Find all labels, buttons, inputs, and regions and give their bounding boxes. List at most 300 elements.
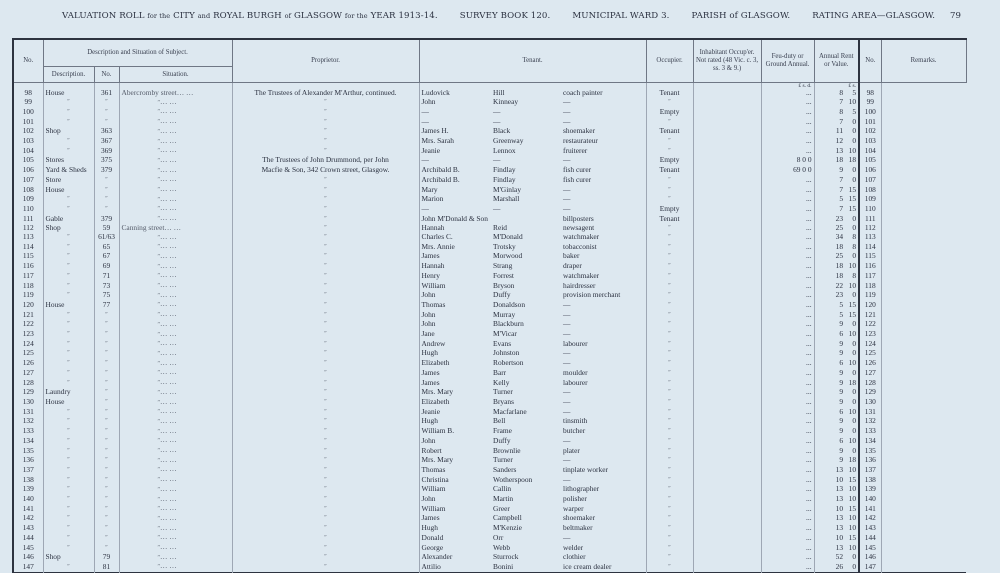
street-number: 65 — [94, 242, 119, 252]
leader-dots: … … — [160, 135, 177, 145]
description: Shop — [43, 224, 94, 233]
leader-dots: … … — [160, 357, 177, 367]
rent-pounds: 9 — [839, 348, 844, 358]
entry-number-right: 126 — [859, 359, 881, 369]
tenant-first-name: James — [419, 368, 491, 378]
rent-shillings: 15 — [848, 309, 857, 319]
annual-rent — [814, 562, 859, 572]
remarks — [881, 281, 966, 291]
street-number: ″ — [94, 204, 119, 214]
remarks — [881, 562, 966, 572]
situation-text: ″ — [157, 234, 160, 241]
proprietor: ″ — [232, 98, 419, 108]
rent-shillings: 0 — [852, 174, 857, 184]
inhabitant-occupier — [693, 349, 761, 359]
annual-rent — [814, 456, 859, 466]
entry-number: 131 — [13, 407, 43, 417]
leader-dots: … … — [160, 445, 177, 455]
leader-dots: … … — [160, 318, 177, 328]
annual-rent — [814, 291, 859, 301]
table-row — [13, 281, 966, 291]
entry-number: 145 — [13, 543, 43, 553]
col-proprietor: Proprietor. — [232, 39, 419, 83]
tenant-occupation: — — [563, 116, 571, 126]
entry-number: 126 — [13, 359, 43, 369]
entry-number: 121 — [13, 310, 43, 320]
tenant-first-name: Hugh — [419, 524, 491, 534]
leader-dots: … … — [160, 309, 177, 319]
remarks — [881, 204, 966, 214]
description: ″ — [43, 407, 94, 417]
feu-duty: ... — [761, 349, 814, 359]
proprietor: ″ — [232, 465, 419, 475]
proprietor: ″ — [232, 533, 419, 543]
feu-duty: ... — [761, 378, 814, 388]
remarks — [881, 98, 966, 108]
rent-pounds: 10 — [835, 532, 844, 542]
street-number: ″ — [94, 359, 119, 369]
rent-pounds: 9 — [839, 397, 844, 406]
annual-rent — [814, 359, 859, 369]
table-row — [13, 195, 966, 205]
occupier: ″ — [646, 281, 693, 291]
tenant-surname: Macfarlane — [493, 406, 527, 416]
proprietor: ″ — [232, 310, 419, 320]
tenant-surname: Lennox — [493, 145, 516, 155]
tenant-occupation: restaurateur — [563, 136, 598, 146]
leader-dots: … … — [160, 231, 177, 241]
tenant-occupation: beltmaker — [563, 523, 593, 533]
feu-units: £ s. d. — [761, 83, 814, 90]
tenant-first-name: Mary — [419, 185, 491, 195]
description: ″ — [43, 252, 94, 262]
description: ″ — [43, 514, 94, 524]
occupier: ″ — [646, 359, 693, 369]
tenant-occupation: — — [563, 194, 571, 204]
inhabitant-occupier — [693, 330, 761, 340]
tenant-surname: Brownlie — [493, 445, 521, 455]
occupier: Empty — [646, 156, 693, 166]
annual-rent — [814, 368, 859, 378]
table-row — [13, 204, 966, 214]
entry-number: 136 — [13, 456, 43, 466]
entry-number: 133 — [13, 427, 43, 437]
roll-title: VALUATION ROLL for the CITY and ROYAL BURGH of GLASGOW for the YEAR 1913-14. — [62, 11, 438, 21]
table-row — [13, 320, 966, 330]
tenant-surname: Marshall — [493, 194, 520, 204]
tenant-occupation: fruiterer — [563, 145, 588, 155]
inhabitant-occupier — [693, 195, 761, 205]
leader-dots: … … — [160, 435, 177, 445]
feu-duty: ... — [761, 368, 814, 378]
inhabitant-occupier — [693, 137, 761, 147]
street-number: 361 — [94, 89, 119, 98]
leader-dots: … … — [160, 193, 177, 203]
entry-number: 144 — [13, 533, 43, 543]
tenant-occupation: — — [563, 397, 571, 406]
occupier: ″ — [646, 543, 693, 553]
tenant-occupation: fish curer — [563, 174, 592, 184]
entry-number: 135 — [13, 446, 43, 456]
street-number: ″ — [94, 407, 119, 417]
proprietor: ″ — [232, 330, 419, 340]
situation-text: ″ — [157, 350, 160, 357]
rent-pounds: 7 — [839, 97, 844, 107]
entry-number-right: 128 — [859, 378, 881, 388]
tenant-surname: Greenway — [493, 136, 524, 146]
entry-number-right: 130 — [859, 398, 881, 408]
entry-number-right: 109 — [859, 195, 881, 205]
rent-pounds: 18 — [835, 270, 844, 280]
entry-number: 125 — [13, 349, 43, 359]
leader-dots: … … — [160, 116, 177, 126]
remarks — [881, 553, 966, 563]
tenant-occupation: newsagent — [563, 222, 595, 232]
inhabitant-occupier — [693, 398, 761, 408]
inhabitant-occupier — [693, 310, 761, 320]
entry-number-right: 146 — [859, 553, 881, 563]
situation-text: ″ — [157, 564, 160, 571]
tenant-occupation: — — [563, 435, 571, 445]
tenant-occupation: — — [563, 406, 571, 416]
feu-duty: 8 0 0 — [761, 156, 814, 166]
rent-pounds: 22 — [835, 280, 844, 290]
leader-dots: … … — [160, 250, 177, 260]
remarks — [881, 214, 966, 224]
tenant-first-name: — — [419, 107, 491, 117]
entry-number-right: 112 — [859, 224, 881, 233]
table-row — [13, 89, 966, 98]
leader-dots: … … — [160, 425, 177, 435]
entry-number-right: 127 — [859, 368, 881, 378]
tenant-occupation: — — [563, 299, 571, 309]
occupier: Tenant — [646, 127, 693, 137]
rent-pounds: 11 — [835, 126, 844, 136]
proprietor: ″ — [232, 504, 419, 514]
feu-duty: ... — [761, 446, 814, 456]
rent-shillings: 8 — [852, 232, 857, 242]
table-row — [13, 524, 966, 534]
annual-rent — [814, 175, 859, 185]
tenant-first-name: Robert — [419, 446, 491, 456]
occupier: Tenant — [646, 166, 693, 176]
occupier: ″ — [646, 98, 693, 108]
situation-text: ″ — [157, 360, 160, 367]
tenant-first-name: Mrs. Mary — [419, 456, 491, 466]
situation-text: ″ — [157, 545, 160, 552]
situation-text: ″ — [157, 99, 160, 106]
tenant-occupation: — — [563, 358, 571, 368]
annual-rent — [814, 233, 859, 243]
feu-duty: ... — [761, 98, 814, 108]
rent-shillings: 10 — [848, 261, 857, 271]
description: ″ — [43, 262, 94, 272]
inhabitant-occupier — [693, 166, 761, 176]
tenant-first-name: James — [419, 514, 491, 524]
street-number: ″ — [94, 417, 119, 427]
street-number: 69 — [94, 262, 119, 272]
inhabitant-occupier — [693, 436, 761, 446]
rent-pounds: 7 — [839, 116, 844, 126]
entry-number-right: 102 — [859, 127, 881, 137]
remarks — [881, 446, 966, 456]
inhabitant-occupier — [693, 495, 761, 505]
situation-text: ″ — [157, 273, 160, 280]
table-row — [13, 465, 966, 475]
proprietor: ″ — [232, 495, 419, 505]
remarks — [881, 417, 966, 427]
proprietor: ″ — [232, 417, 419, 427]
rent-pounds: 25 — [835, 251, 844, 261]
rent-shillings: 10 — [848, 523, 857, 533]
description: ″ — [43, 291, 94, 301]
annual-rent — [814, 195, 859, 205]
table-row — [13, 175, 966, 185]
description: House — [43, 185, 94, 195]
remarks — [881, 359, 966, 369]
col-number: No. — [94, 67, 119, 83]
rent-shillings: 0 — [852, 338, 857, 348]
feu-duty: ... — [761, 300, 814, 310]
tenant-surname: Findlay — [493, 174, 516, 184]
street-number: 59 — [94, 224, 119, 233]
situation-text: ″ — [157, 457, 160, 464]
tenant-occupation: labourer — [563, 377, 588, 387]
entry-number: 120 — [13, 300, 43, 310]
tenant-surname: Evans — [493, 338, 512, 348]
inhabitant-occupier — [693, 107, 761, 117]
entry-number-right: 136 — [859, 456, 881, 466]
occupier: Tenant — [646, 89, 693, 98]
inhabitant-occupier — [693, 504, 761, 514]
entry-number-right: 135 — [859, 446, 881, 456]
description: ″ — [43, 504, 94, 514]
street-number: ″ — [94, 320, 119, 330]
tenant-first-name: Hannah — [419, 262, 491, 272]
rent-units: £ s. — [814, 83, 859, 90]
leader-dots: … … — [160, 561, 177, 571]
rent-shillings: 10 — [848, 464, 857, 474]
rent-shillings: 0 — [852, 561, 857, 571]
entry-number: 105 — [13, 156, 43, 166]
remarks — [881, 127, 966, 137]
tenant-occupation: — — [563, 106, 571, 116]
street-number: ″ — [94, 349, 119, 359]
description: ″ — [43, 495, 94, 505]
street-number: ″ — [94, 185, 119, 195]
annual-rent — [814, 166, 859, 176]
tenant-first-name: Elizabeth — [419, 398, 491, 408]
remarks — [881, 300, 966, 310]
rent-shillings: 15 — [848, 299, 857, 309]
occupier: ″ — [646, 300, 693, 310]
leader-dots: … … — [160, 260, 177, 270]
municipal-ward: MUNICIPAL WARD 3. — [572, 11, 670, 21]
inhabitant-occupier — [693, 465, 761, 475]
inhabitant-occupier — [693, 300, 761, 310]
leader-dots: … … — [160, 474, 177, 484]
entry-number: 119 — [13, 291, 43, 301]
proprietor: ″ — [232, 475, 419, 485]
proprietor: ″ — [232, 456, 419, 466]
tenant-surname: Bryson — [493, 280, 515, 290]
inhabitant-occupier — [693, 320, 761, 330]
remarks — [881, 320, 966, 330]
inhabitant-occupier — [693, 224, 761, 233]
entry-number-right: 138 — [859, 475, 881, 485]
street-number: ″ — [94, 339, 119, 349]
remarks — [881, 117, 966, 127]
situation-text: ″ — [157, 331, 160, 338]
feu-duty: ... — [761, 407, 814, 417]
occupier: ″ — [646, 262, 693, 272]
occupier: Tenant — [646, 214, 693, 224]
col-description: Description. — [43, 67, 94, 83]
occupier: ″ — [646, 117, 693, 127]
entry-number-right: 144 — [859, 533, 881, 543]
proprietor: ″ — [232, 224, 419, 233]
occupier: ″ — [646, 446, 693, 456]
rent-pounds: 34 — [835, 232, 844, 242]
occupier: ″ — [646, 185, 693, 195]
proprietor: ″ — [232, 368, 419, 378]
leader-dots: … … — [160, 522, 177, 532]
entry-number-right: 105 — [859, 156, 881, 166]
feu-duty: ... — [761, 417, 814, 427]
inhabitant-occupier — [693, 252, 761, 262]
feu-duty: ... — [761, 436, 814, 446]
annual-rent — [814, 107, 859, 117]
occupier: ″ — [646, 504, 693, 514]
tenant-first-name: James — [419, 378, 491, 388]
street-number: ″ — [94, 117, 119, 127]
feu-duty: ... — [761, 524, 814, 534]
leader-dots: … … — [160, 164, 177, 174]
inhabitant-occupier — [693, 533, 761, 543]
entry-number-right: 106 — [859, 166, 881, 176]
tenant-surname: Sturrock — [493, 552, 519, 562]
rent-pounds: 6 — [839, 329, 844, 339]
inhabitant-occupier — [693, 388, 761, 398]
rent-pounds: 6 — [839, 406, 844, 416]
tenant-occupation: moulder — [563, 367, 588, 377]
entry-number-right: 114 — [859, 242, 881, 252]
tenant-first-name: John — [419, 495, 491, 505]
remarks — [881, 427, 966, 437]
col-no: No. — [13, 39, 43, 83]
table-row — [13, 330, 966, 340]
tenant-surname: Callin — [493, 484, 512, 494]
rent-pounds: 8 — [839, 106, 844, 116]
situation-text: ″ — [157, 292, 160, 299]
street-number: 73 — [94, 281, 119, 291]
feu-duty: ... — [761, 504, 814, 514]
table-row — [13, 349, 966, 359]
tenant-occupation: — — [563, 348, 571, 358]
inhabitant-occupier — [693, 262, 761, 272]
parish: PARISH of GLASGOW. — [691, 11, 791, 21]
description: ″ — [43, 417, 94, 427]
street-number: 67 — [94, 252, 119, 262]
table-row — [13, 514, 966, 524]
rent-pounds: 5 — [839, 309, 844, 319]
tenant-first-name: William B. — [419, 427, 491, 437]
tenant-surname: Findlay — [493, 165, 516, 175]
street-number: ″ — [94, 398, 119, 408]
street-number: 75 — [94, 291, 119, 301]
remarks — [881, 398, 966, 408]
feu-duty: ... — [761, 233, 814, 243]
entry-number-right: 117 — [859, 271, 881, 281]
tenant-surname: Kinneay — [493, 97, 519, 107]
tenant-first-name: Donald — [419, 533, 491, 543]
situation-text: ″ — [157, 187, 160, 194]
entry-number: 110 — [13, 204, 43, 214]
tenant-first-name: Mrs. Annie — [419, 242, 491, 252]
table-row — [13, 300, 966, 310]
street-number: ″ — [94, 427, 119, 437]
feu-duty: ... — [761, 495, 814, 505]
feu-duty: ... — [761, 514, 814, 524]
situation-text: Canning street — [121, 222, 165, 232]
entry-number-right: 107 — [859, 175, 881, 185]
entry-number: 146 — [13, 553, 43, 563]
tenant-surname: Robertson — [493, 358, 524, 368]
rent-pounds: 7 — [839, 184, 844, 194]
entry-number: 111 — [13, 214, 43, 224]
proprietor: ″ — [232, 242, 419, 252]
occupier: ″ — [646, 407, 693, 417]
inhabitant-occupier — [693, 117, 761, 127]
table-row — [13, 553, 966, 563]
description: ″ — [43, 233, 94, 243]
leader-dots: … … — [160, 125, 177, 135]
description: Store — [43, 175, 94, 185]
street-number: ″ — [94, 533, 119, 543]
inhabitant-occupier — [693, 281, 761, 291]
occupier: ″ — [646, 330, 693, 340]
occupier: ″ — [646, 427, 693, 437]
rent-shillings: 0 — [852, 319, 857, 329]
street-number: ″ — [94, 524, 119, 534]
entry-number: 147 — [13, 562, 43, 572]
page-title — [62, 11, 942, 21]
street-number: ″ — [94, 456, 119, 466]
entry-number: 100 — [13, 107, 43, 117]
situation-text: ″ — [157, 177, 160, 184]
street-number: 71 — [94, 271, 119, 281]
table-row — [13, 533, 966, 543]
tenant-occupation: lithographer — [563, 484, 600, 494]
rent-pounds: 9 — [839, 455, 844, 465]
occupier: ″ — [646, 388, 693, 398]
tenant-occupation: polisher — [563, 494, 587, 504]
tenant-surname: — — [493, 106, 501, 116]
description: ″ — [43, 533, 94, 543]
rent-shillings: 0 — [852, 367, 857, 377]
tenant-surname: Turner — [493, 387, 513, 397]
situation-text: ″ — [157, 535, 160, 542]
col-situation: Situation. — [119, 67, 232, 83]
entry-number: 117 — [13, 271, 43, 281]
col-tenant: Tenant. — [419, 39, 646, 83]
description: ″ — [43, 339, 94, 349]
inhabitant-occupier — [693, 271, 761, 281]
table-row — [13, 562, 966, 572]
entry-number-right: 116 — [859, 262, 881, 272]
remarks — [881, 485, 966, 495]
rent-shillings: 0 — [852, 136, 857, 146]
